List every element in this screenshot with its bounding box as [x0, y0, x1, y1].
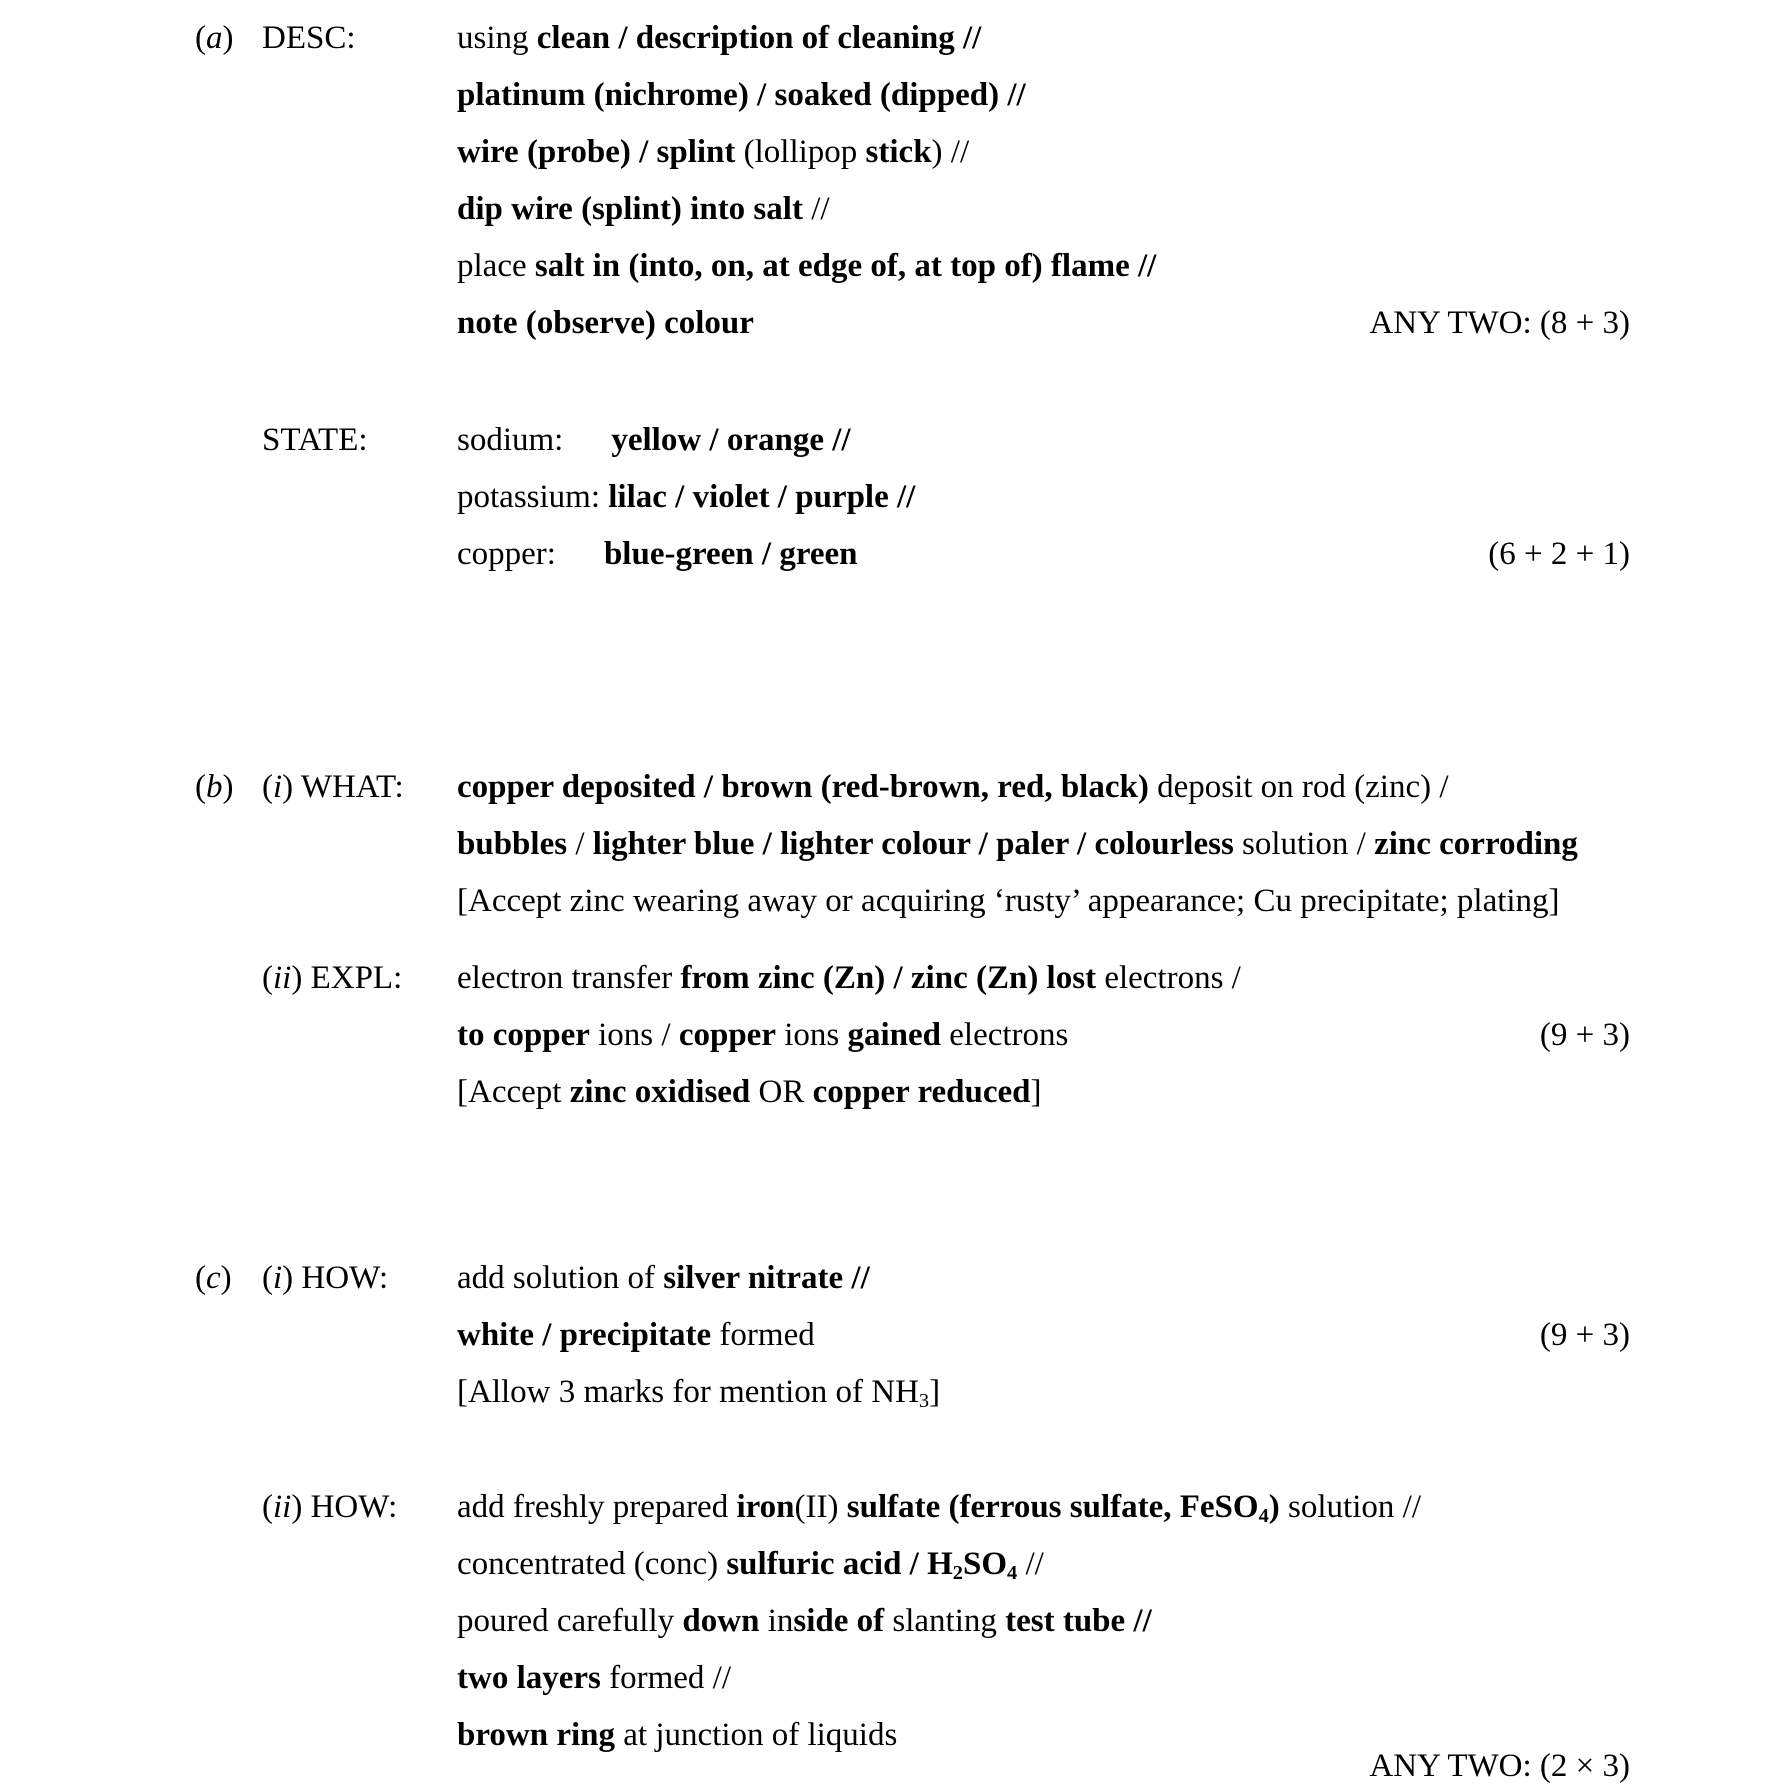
part-c-ii-label: (ii) HOW:	[262, 1489, 398, 1525]
text-run: to copper	[457, 1017, 590, 1053]
text-run: lighter blue / lighter colour / paler / colourless	[592, 826, 1234, 862]
part-b-label: (b)	[195, 769, 234, 805]
part-c-i-marks: (9 + 3)	[1539, 1317, 1630, 1353]
text-run: [Allow 3 marks for mention of NH	[457, 1374, 919, 1410]
part-b-ii-label: (ii) EXPL:	[262, 960, 403, 996]
text-run: using	[457, 20, 537, 56]
text-run: /	[567, 826, 593, 862]
text-run: bubbles	[457, 826, 568, 862]
text-run: test tube //	[1005, 1603, 1152, 1639]
state-line	[457, 420, 851, 460]
text-run: add freshly prepared	[457, 1489, 737, 1525]
desc-line	[457, 132, 969, 172]
text-run: solution /	[1233, 826, 1375, 862]
text-run: sodium:	[457, 422, 564, 458]
part-b-i-label: (i) WHAT:	[262, 769, 404, 805]
desc-marks: ANY TWO: (8 + 3)	[1369, 305, 1630, 341]
desc-line	[457, 75, 1026, 115]
text-run: copper	[678, 1017, 776, 1053]
text-run: 4	[1258, 1505, 1269, 1528]
text-run: zinc corroding	[1374, 826, 1578, 862]
what-line	[457, 824, 1578, 864]
desc-label: DESC:	[262, 20, 356, 56]
state-line	[457, 534, 858, 574]
text-run: copper reduced	[812, 1074, 1031, 1110]
text-run: ) //	[931, 134, 970, 170]
text-run: ions	[775, 1017, 848, 1053]
state-label: STATE:	[262, 422, 368, 458]
desc-line	[457, 189, 830, 229]
text-run: solution //	[1279, 1489, 1421, 1525]
part-c-ii-marks: ANY TWO: (2 × 3)	[1369, 1748, 1630, 1784]
text-run: wire (probe) / splint	[457, 134, 736, 170]
text-run: formed	[711, 1317, 815, 1353]
text-run: clean / description of cleaning //	[536, 20, 982, 56]
expl-line	[457, 1015, 1068, 1055]
text-run: //	[802, 191, 830, 227]
how-line	[457, 1258, 870, 1298]
what-line	[457, 767, 1449, 807]
how-line	[457, 1658, 731, 1698]
text-run: ions /	[589, 1017, 679, 1053]
text-run: side of	[793, 1603, 885, 1639]
text-run: electrons /	[1096, 960, 1241, 996]
text-run: formed //	[600, 1660, 732, 1696]
text-run: sulfate (ferrous sulfate, FeSO	[846, 1489, 1259, 1525]
how-line	[457, 1715, 897, 1755]
text-run: blue-green / green	[603, 536, 858, 572]
text-run: copper deposited / brown (red-brown, red, black)	[457, 769, 1149, 805]
what-line	[457, 881, 1560, 921]
desc-line	[457, 18, 981, 58]
text-run: add solution of	[457, 1260, 664, 1296]
text-run: OR	[750, 1074, 813, 1110]
text-run: platinum (nichrome) / soaked (dipped) //	[457, 77, 1026, 113]
text-run: poured carefully	[457, 1603, 683, 1639]
text-run: [Accept	[457, 1074, 570, 1110]
text-run: dip wire (splint) into salt	[457, 191, 803, 227]
text-run: electron transfer	[457, 960, 681, 996]
text-run: stick	[865, 134, 932, 170]
text-run: )	[1268, 1489, 1280, 1525]
part-b-marks: (9 + 3)	[1539, 1017, 1630, 1053]
how-line	[457, 1487, 1421, 1527]
how-line	[457, 1544, 1044, 1584]
text-run: down	[682, 1603, 760, 1639]
text-run: from zinc (Zn) / zinc (Zn) lost	[680, 960, 1097, 996]
text-run: gained	[847, 1017, 942, 1053]
text-run: 4	[1007, 1562, 1018, 1585]
expl-line	[457, 958, 1241, 998]
text-run: in	[759, 1603, 794, 1639]
how-line	[457, 1601, 1152, 1641]
text-run: place	[457, 248, 535, 284]
text-run: electrons	[941, 1017, 1069, 1053]
text-run: [Accept zinc wearing away or acquiring ‘rusty’ appearance; Cu precipitate; plating]	[457, 883, 1560, 919]
text-run: //	[1017, 1546, 1044, 1582]
text-run: note (observe) colour	[457, 305, 754, 341]
text-run: lilac / violet / purple //	[608, 479, 916, 515]
part-c-label: (c)	[195, 1260, 232, 1296]
text-run: concentrated (conc)	[457, 1546, 727, 1582]
text-run: iron	[736, 1489, 795, 1525]
text-run: two layers	[457, 1660, 601, 1696]
how-line	[457, 1315, 815, 1355]
expl-line	[457, 1072, 1042, 1112]
text-run: salt in (into, on, at edge of, at top of) flame //	[534, 248, 1157, 284]
text-run: sulfuric acid / H	[726, 1546, 953, 1582]
state-marks: (6 + 2 + 1)	[1488, 536, 1630, 572]
text-run: at junction of liquids	[615, 1717, 898, 1753]
text-run: ]	[929, 1374, 941, 1410]
text-run: white / precipitate	[457, 1317, 712, 1353]
text-run: 2	[952, 1562, 963, 1585]
text-run: 3	[918, 1390, 930, 1413]
desc-line	[457, 246, 1156, 286]
part-a-label: (a)	[195, 20, 234, 56]
text-run: yellow / orange //	[611, 422, 851, 458]
text-run: copper:	[457, 536, 556, 572]
text-run: ]	[1030, 1074, 1042, 1110]
how-line	[457, 1372, 940, 1412]
text-run: deposit on rod (zinc) /	[1148, 769, 1449, 805]
part-c-i-label: (i) HOW:	[262, 1260, 389, 1296]
text-run: SO	[963, 1546, 1008, 1582]
state-line	[457, 477, 915, 517]
text-run: potassium:	[457, 479, 609, 515]
desc-line	[457, 303, 754, 343]
text-run: (II)	[794, 1489, 847, 1525]
text-run: slanting	[884, 1603, 1006, 1639]
text-run: (lollipop	[735, 134, 866, 170]
text-run: brown ring	[457, 1717, 616, 1753]
text-run: silver nitrate //	[663, 1260, 870, 1296]
text-run: zinc oxidised	[569, 1074, 751, 1110]
